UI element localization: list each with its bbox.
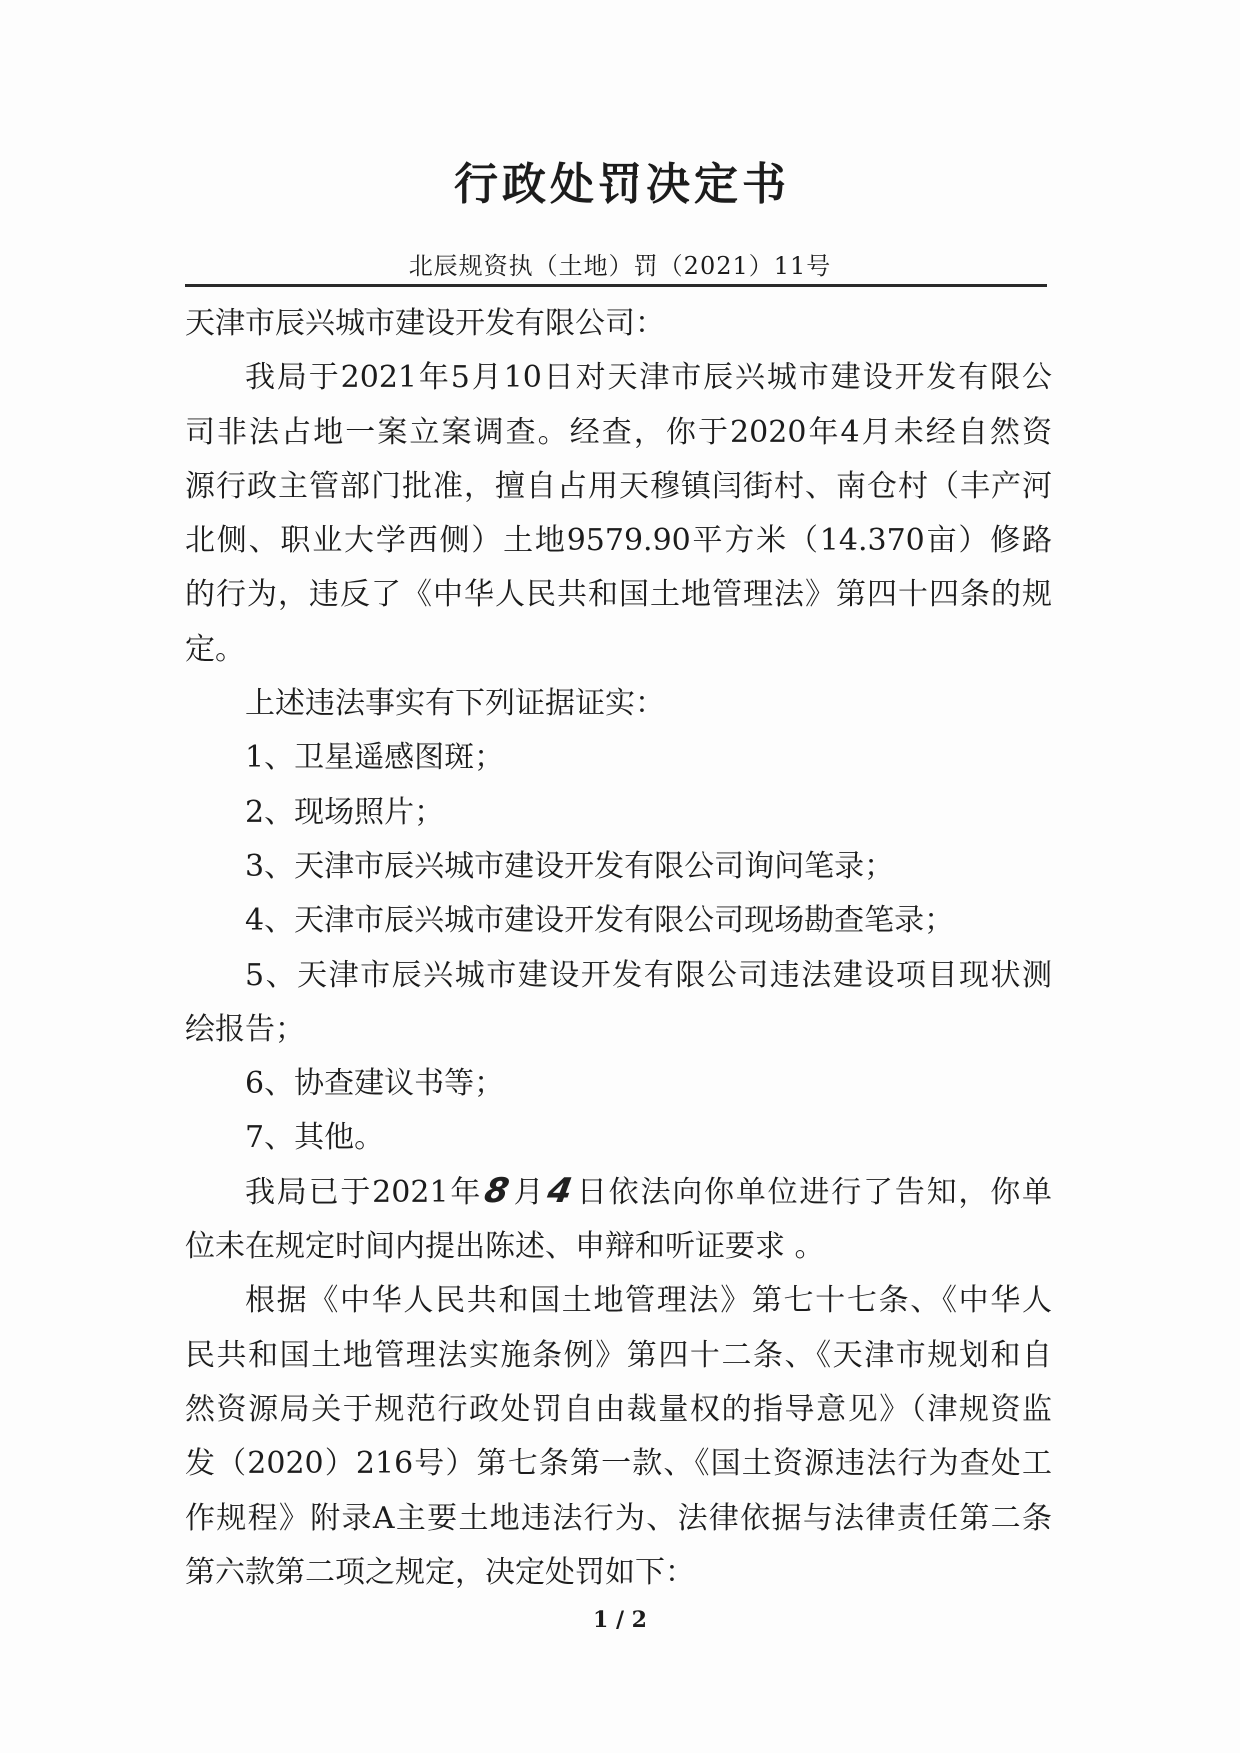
notice-paragraph (185, 1166, 1052, 1275)
notice-text: 日依法向你单位进行了告知，你单 (575, 1174, 1052, 1210)
text-line: 位未在规定时间内提出陈述、申辩和听证要求 。 (185, 1229, 825, 1265)
evidence-item-continued: 绘报告； (185, 1011, 305, 1047)
document-number: 北辰规资执（土地）罚（2021）11号 (408, 252, 832, 280)
handwritten-month: 8 (481, 1170, 513, 1211)
evidence-item: 3、天津市辰兴城市建设开发有限公司询问笔录； (245, 848, 895, 884)
text-line: 第六款第二项之规定，决定处罚如下： (185, 1554, 695, 1590)
text-line: 定。 (185, 631, 245, 667)
text-line: 的行为，违反了《中华人民共和国土地管理法》第四十四条的规 (185, 577, 1052, 613)
text-line (185, 1166, 1052, 1220)
text-line: 民共和国土地管理法实施条例》第四十二条、《天津市规划和自 (185, 1337, 1052, 1373)
addressee: 天津市辰兴城市建设开发有限公司： (185, 306, 665, 341)
text-line: 然资源局关于规范行政处罚自由裁量权的指导意见》（津规资监 (185, 1391, 1052, 1427)
document-body (185, 297, 1052, 1600)
facts-paragraph (185, 351, 1052, 677)
legal-basis-paragraph (185, 1274, 1052, 1600)
text-line: 作规程》附录A主要土地违法行为、法律依据与法律责任第二条 (185, 1500, 1052, 1536)
text-line: 发（2020）216号）第七条第一款、《国土资源违法行为查处工 (185, 1446, 1052, 1482)
evidence-list (185, 731, 1052, 1165)
evidence-item: 4、天津市辰兴城市建设开发有限公司现场勘查笔录； (245, 903, 955, 939)
evidence-intro: 上述违法事实有下列证据证实： (245, 686, 665, 722)
handwritten-day: 4 (544, 1170, 576, 1211)
notice-text: 月 (511, 1174, 546, 1210)
document-title: 行政处罚决定书 (454, 159, 790, 210)
evidence-item: 6、协查建议书等； (245, 1066, 505, 1102)
evidence-item: 2、现场照片； (245, 794, 445, 830)
text-line: 北侧、职业大学西侧）土地9579.90平方米（14.370亩）修路 (185, 523, 1052, 559)
text-line: 根据《中华人民共和国土地管理法》第七十七条、《中华人 (245, 1283, 1052, 1319)
text-line: 司非法占地一案立案调查。经查，你于2020年4月未经自然资 (185, 414, 1052, 450)
evidence-item: 7、其他。 (245, 1120, 385, 1156)
header-divider (185, 284, 1047, 287)
text-line: 源行政主管部门批准，擅自占用天穆镇闫街村、南仓村（丰产河 (185, 468, 1052, 504)
notice-text: 我局已于2021年 (245, 1174, 483, 1210)
evidence-item: 5、天津市辰兴城市建设开发有限公司违法建设项目现状测 (245, 957, 1052, 993)
evidence-item: 1、卫星遥感图斑； (245, 740, 505, 776)
page-number: 1 / 2 (593, 1607, 647, 1633)
text-line: 我局于2021年5月10日对天津市辰兴城市建设开发有限公 (245, 360, 1052, 396)
